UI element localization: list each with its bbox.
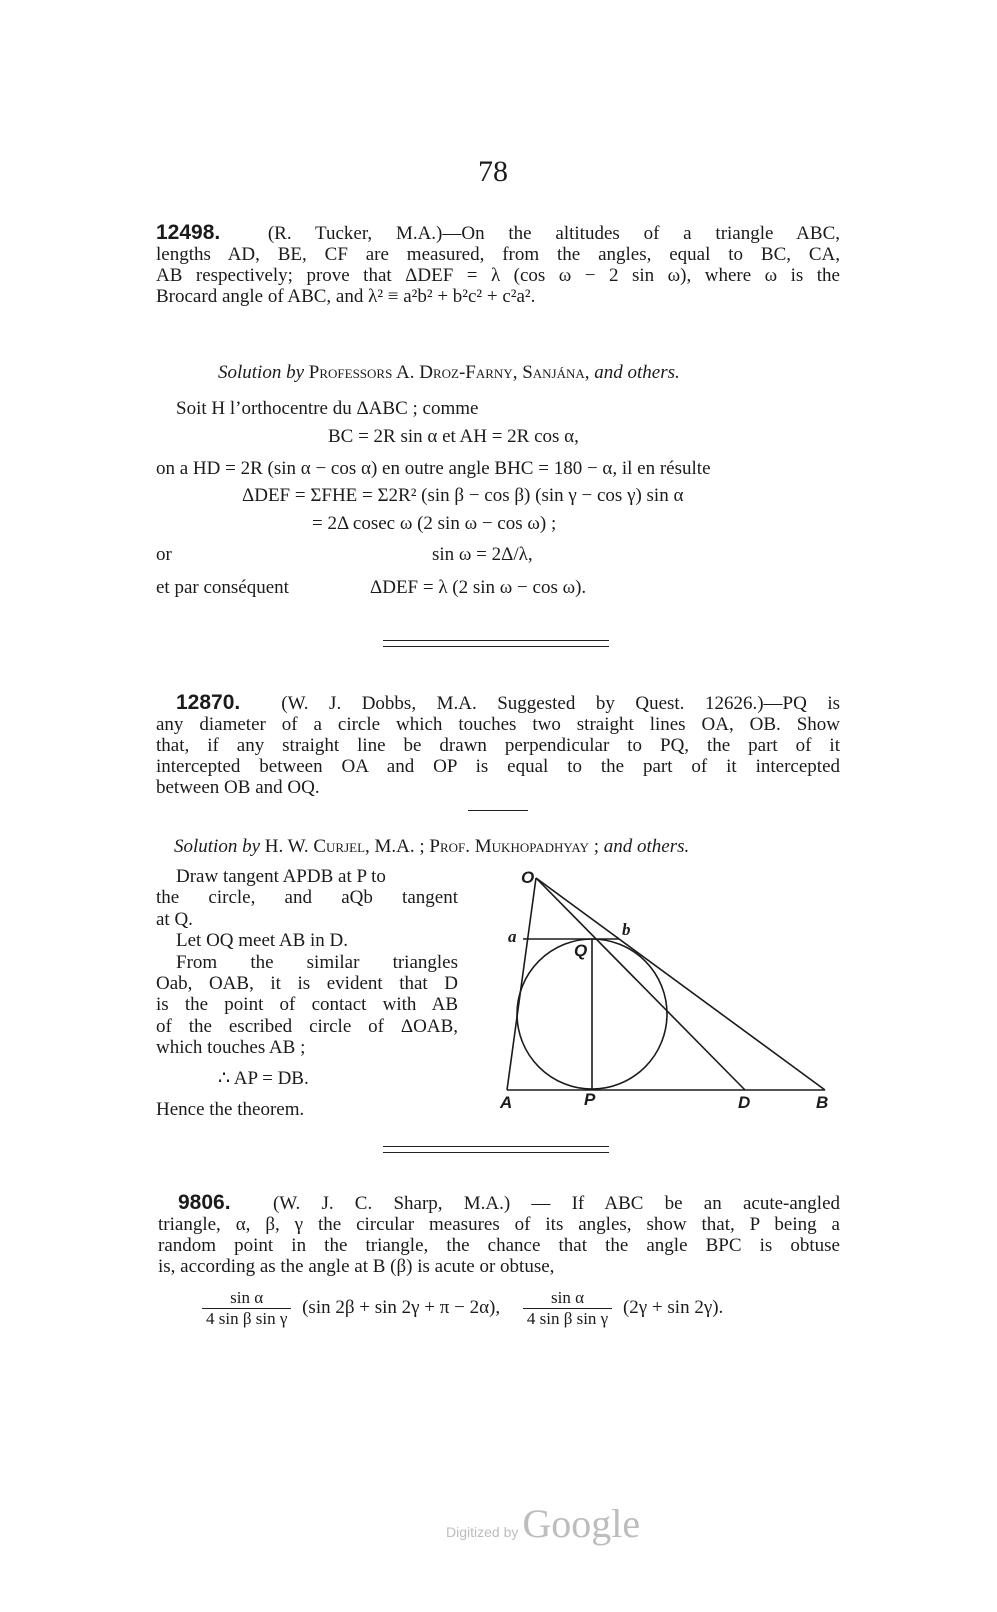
problem-text-line: is, according as the angle at B (β) is acute or obtuse,	[158, 1256, 555, 1277]
solution-line: BC = 2R sin α et AH = 2R cos α,	[328, 426, 579, 447]
problem-text-line: between OB and OQ.	[156, 777, 320, 798]
problem-9806-statement	[158, 1192, 840, 1277]
solution-line-label: et par conséquent	[156, 577, 289, 598]
watermark-small-text: Digitized by	[446, 1524, 519, 1540]
figure-label-B: B	[816, 1093, 829, 1112]
solution-line: From the similar triangles	[176, 951, 458, 973]
line-OB	[536, 878, 825, 1090]
solution-line-label: or	[156, 544, 172, 565]
solution-line: at Q.	[156, 908, 193, 930]
figure-label-Q: Q	[574, 941, 588, 960]
page-number: 78	[478, 155, 508, 188]
problem-text-line: random point in the triangle, the chance that the angle BPC is obtuse	[158, 1235, 840, 1256]
solution-line: Hence the theorem.	[156, 1099, 305, 1120]
solution-line: sin ω = 2Δ/λ,	[432, 544, 533, 565]
solver-names: Professors A. Droz-Farny, Sanjána,	[308, 362, 590, 383]
fraction-numerator: sin α	[523, 1288, 612, 1309]
solution-line: ΔDEF = ΣFHE = Σ2R² (sin β − cos β) (sin γ − cos γ) sin α	[242, 485, 684, 506]
section-divider	[383, 1146, 609, 1147]
watermark-logo-text: Google	[522, 1501, 641, 1546]
solution-line: of the escribed circle of ΔOAB,	[156, 1015, 458, 1037]
problem-text-line: AB respectively; prove that ΔDEF = λ (cos ω − 2 sin ω), where ω is the	[156, 265, 840, 286]
solution-line: is the point of contact with AB	[156, 994, 458, 1016]
solution-line: Let OQ meet AB in D.	[176, 930, 349, 952]
solution-line: Oab, OAB, it is evident that D	[156, 973, 458, 995]
solution-line: ∴ AP = DB.	[218, 1068, 309, 1089]
section-divider	[383, 1152, 609, 1153]
problem-number: 12870.	[176, 691, 241, 714]
problem-number: 12498.	[156, 221, 221, 244]
solution-line: = 2Δ cosec ω (2 sin ω − cos ω) ;	[312, 513, 557, 534]
solution-label: Solution by	[218, 362, 305, 383]
fraction-denominator: 4 sin β sin γ	[526, 1309, 609, 1328]
problem-text-line: (R. Tucker, M.A.)—On the altitudes of a triangle ABC,	[267, 223, 841, 244]
problem-text-line: (W. J. Dobbs, M.A. Suggested by Quest. 12626.)—PQ is	[281, 693, 840, 714]
solver-others: and others.	[603, 836, 690, 857]
solution-line: Soit H l’orthocentre du ΔABC ; comme	[176, 398, 479, 419]
formula-expression: (sin 2β + sin 2γ + π − 2α),	[302, 1296, 501, 1318]
figure-label-D: D	[738, 1093, 751, 1112]
solution-line: ΔDEF = λ (2 sin ω − cos ω).	[370, 577, 587, 598]
solution-line: on a HD = 2R (sin α − cos α) en outre angle BHC = 180 − α, il en résulte	[156, 458, 711, 479]
problem-text-line: intercepted between OA and OP is equal to the part of it intercepted	[156, 756, 840, 777]
solution-line: the circle, and aQb tangent	[156, 887, 458, 909]
google-watermark	[446, 1500, 640, 1547]
solution-line: which touches AB ;	[156, 1037, 306, 1059]
fraction-numerator: sin α	[202, 1288, 291, 1309]
figure-label-a: a	[508, 927, 517, 946]
problem-text-line: any diameter of a circle which touches two straight lines OA, OB. Show	[156, 714, 840, 735]
problem-text-line: triangle, α, β, γ the circular measures of its angles, show that, P being a	[158, 1214, 840, 1235]
problem-number: 9806.	[178, 1191, 231, 1214]
fraction-denominator: 4 sin β sin γ	[206, 1309, 288, 1328]
solver-others: and others.	[594, 362, 680, 383]
line-OD	[536, 878, 745, 1090]
solution-label: Solution by	[174, 836, 261, 857]
problem-text-line: that, if any straight line be drawn perpendicular to PQ, the part of it	[156, 735, 840, 756]
formula-expression: (2γ + sin 2γ).	[622, 1296, 724, 1318]
figure-label-A: A	[500, 1093, 513, 1112]
figure-label-b: b	[622, 920, 631, 939]
solution-line: Draw tangent APDB at P to	[176, 866, 386, 887]
fraction	[523, 1288, 612, 1329]
problem-text-line: lengths AD, BE, CF are measured, from the angles, equal to BC, CA,	[156, 244, 840, 265]
fraction	[202, 1288, 291, 1329]
solver-names: H. W. Curjel, M.A. ; Prof. Mukhopadhyay ;	[264, 836, 599, 857]
figure-label-P: P	[584, 1090, 596, 1109]
formula-line	[196, 1288, 723, 1329]
figure-label-O: O	[521, 868, 535, 887]
problem-text-line: (W. J. C. Sharp, M.A.) — If ABC be an acute-angled	[272, 1193, 840, 1214]
problem-text-line: Brocard angle of ABC, and λ² ≡ a²b² + b²c² + c²a².	[156, 286, 536, 307]
